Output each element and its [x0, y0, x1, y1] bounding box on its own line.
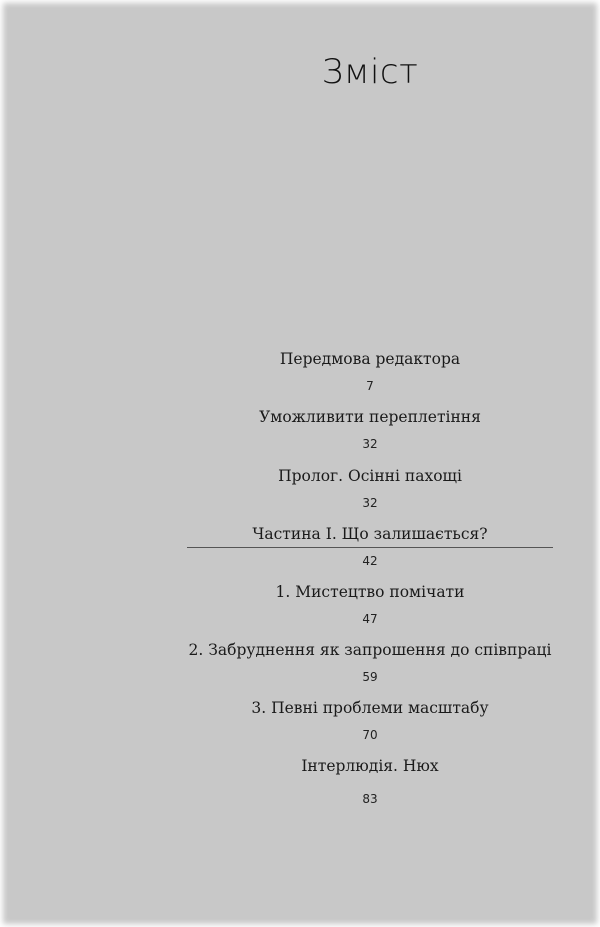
toc-entry-title: 3. Певні проблеми масштабу — [251, 699, 489, 717]
toc-entry-preface — [0, 346, 600, 395]
toc-entry-chapter-1 — [0, 579, 600, 628]
toc-entry-chapter-2 — [0, 637, 600, 686]
toc-entry-interlude — [0, 753, 600, 808]
toc-entry-page-number: 47 — [362, 612, 378, 626]
toc-entry-title: Інтерлюдія. Нюх — [301, 757, 439, 775]
toc-entry-title: Уможливити переплетіння — [259, 408, 481, 426]
toc-entry-part-one — [0, 521, 600, 570]
toc-entry-page-number: 7 — [366, 379, 374, 393]
toc-entry-title: 2. Забруднення як запрошення до співпраці — [188, 641, 552, 659]
page-title: Зміст — [321, 52, 419, 92]
toc-entry-page-number: 59 — [362, 670, 378, 684]
toc-entry-enable-entanglement — [0, 404, 600, 453]
toc-entry-page-number: 83 — [362, 792, 378, 806]
toc-entry-prologue — [0, 463, 600, 512]
toc-entry-page-number: 70 — [362, 728, 378, 742]
toc-entry-page-number: 42 — [362, 554, 378, 568]
toc-entry-title: Пролог. Осінні пахощі — [278, 467, 462, 485]
toc-entry-page-number: 32 — [362, 437, 378, 451]
divider-line — [187, 547, 553, 548]
toc-entry-title: 1. Мистецтво помічати — [275, 583, 465, 601]
toc-entry-chapter-3 — [0, 695, 600, 744]
toc-entry-page-number: 32 — [362, 496, 378, 510]
toc-entry-title: Передмова редактора — [279, 350, 461, 368]
toc-entry-title: Частина І. Що залишається? — [252, 525, 488, 543]
